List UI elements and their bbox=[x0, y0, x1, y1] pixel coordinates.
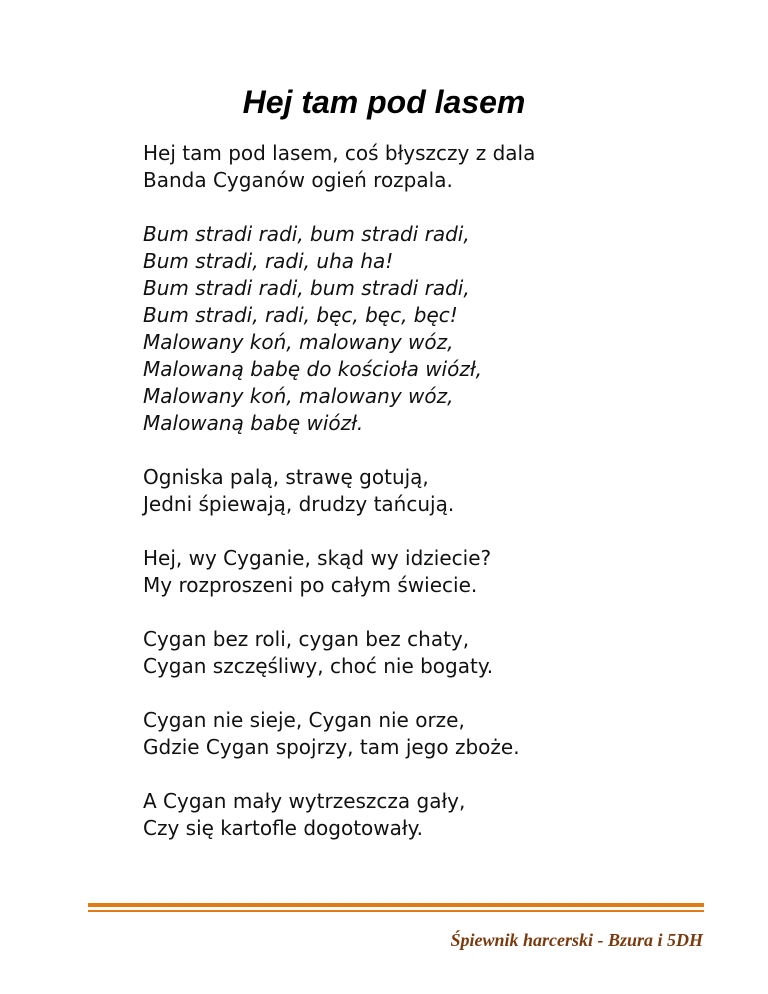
chorus-line: Malowany koń, malowany wóz, bbox=[143, 384, 454, 408]
footer-divider bbox=[88, 903, 704, 907]
stanza-1 bbox=[143, 140, 723, 194]
lyric-line: My rozproszeni po całym świecie. bbox=[143, 573, 478, 597]
stanza-3 bbox=[143, 545, 723, 599]
chorus-line: Bum stradi, radi, uha ha! bbox=[143, 249, 394, 273]
lyrics bbox=[143, 140, 723, 869]
stanza-4 bbox=[143, 626, 723, 680]
lyric-line: Czy się kartofle dogotowały. bbox=[143, 816, 423, 840]
chorus-line: Bum stradi radi, bum stradi radi, bbox=[143, 222, 470, 246]
lyric-line: Hej tam pod lasem, coś błyszczy z dala bbox=[143, 141, 536, 165]
chorus bbox=[143, 221, 723, 437]
stanza-6 bbox=[143, 788, 723, 842]
lyric-line: Jedni śpiewają, drudzy tańcują. bbox=[143, 492, 455, 516]
lyric-line: Cygan nie sieje, Cygan nie orze, bbox=[143, 708, 465, 732]
lyric-line: Ogniska palą, strawę gotują, bbox=[143, 465, 429, 489]
footer-songbook-title: Śpiewnik harcerski - Bzura i 5DH bbox=[450, 930, 703, 950]
stanza-2 bbox=[143, 464, 723, 518]
stanza-5 bbox=[143, 707, 723, 761]
chorus-line: Malowaną babę do kościoła wiózł, bbox=[143, 357, 482, 381]
chorus-line: Bum stradi radi, bum stradi radi, bbox=[143, 276, 470, 300]
lyric-line: Cygan bez roli, cygan bez chaty, bbox=[143, 627, 470, 651]
lyric-line: Cygan szczęśliwy, choć nie bogaty. bbox=[143, 654, 494, 678]
lyric-line: Banda Cyganów ogień rozpala. bbox=[143, 168, 453, 192]
chorus-line: Malowaną babę wiózł. bbox=[143, 411, 364, 435]
chorus-line: Bum stradi, radi, bęc, bęc, bęc! bbox=[143, 303, 458, 327]
lyric-line: A Cygan mały wytrzeszcza gały, bbox=[143, 789, 466, 813]
chorus-line: Malowany koń, malowany wóz, bbox=[143, 330, 454, 354]
lyric-line: Hej, wy Cyganie, skąd wy idziecie? bbox=[143, 546, 492, 570]
footer-divider-thin bbox=[88, 910, 704, 912]
lyric-line: Gdzie Cygan spojrzy, tam jego zboże. bbox=[143, 735, 520, 759]
song-title: Hej tam pod lasem bbox=[242, 84, 526, 120]
